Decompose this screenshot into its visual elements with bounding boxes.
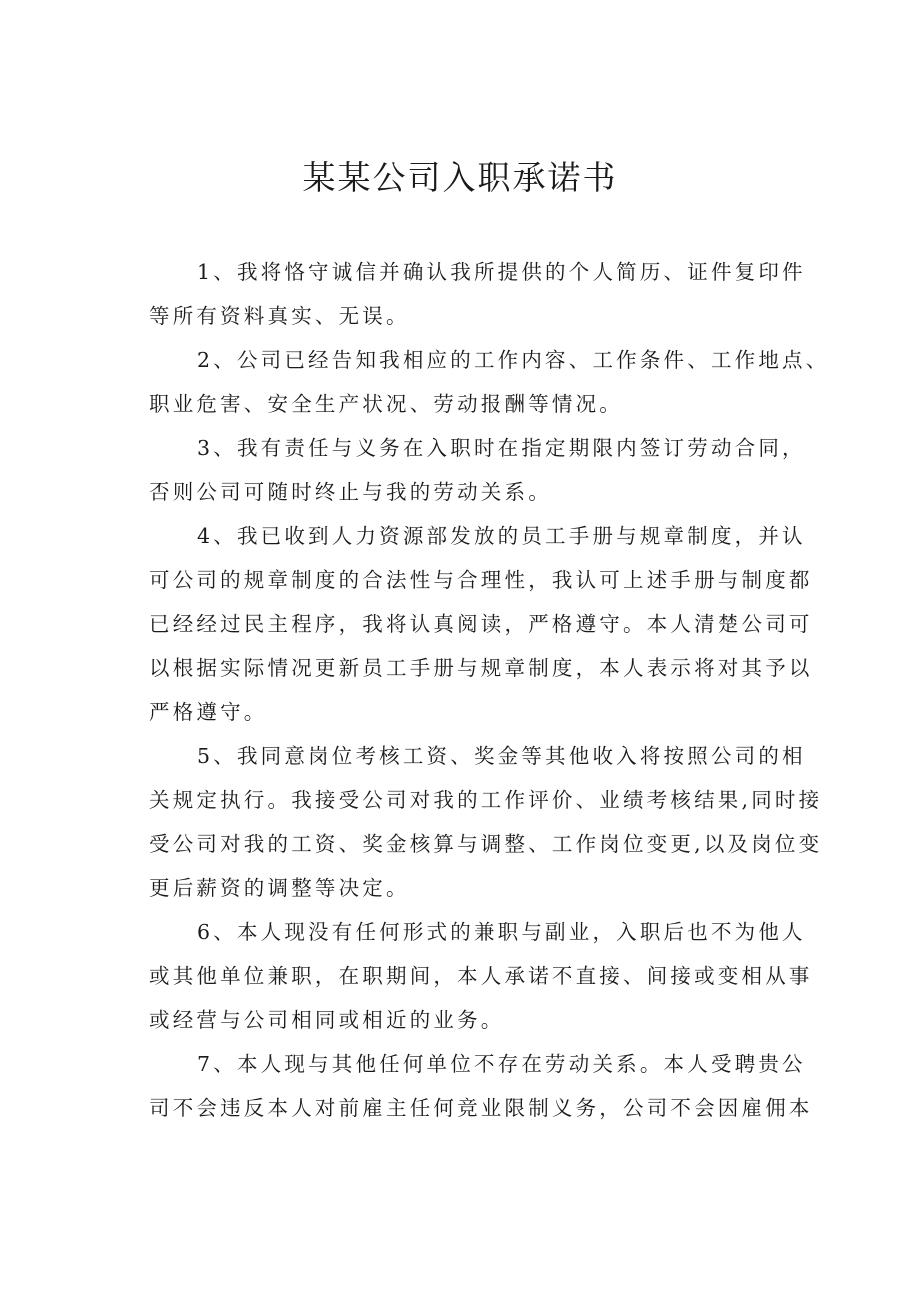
- paragraph-line: 6、本人现没有任何形式的兼职与副业，入职后也不为他人: [197, 920, 806, 944]
- paragraph-line: 更后薪资的调整等决定。: [149, 876, 410, 900]
- paragraph-line: 5、我同意岗位考核工资、奖金等其他收入将按照公司的相: [197, 744, 806, 768]
- paragraph-line: 2、公司已经告知我相应的工作内容、工作条件、工作地点、: [197, 348, 830, 372]
- paragraph-line: 7、本人现与其他任何单位不存在劳动关系。本人受聘贵公: [197, 1052, 806, 1076]
- paragraph-1: [149, 250, 805, 338]
- document-title: 某某公司入职承诺书: [302, 158, 618, 197]
- paragraph-line: 职业危害、安全生产状况、劳动报酬等情况。: [149, 392, 623, 416]
- document-body: [149, 250, 830, 1130]
- paragraph-line: 严格遵守。: [149, 700, 268, 724]
- paragraph-line: 3、我有责任与义务在入职时在指定期限内签订劳动合同，: [197, 436, 806, 460]
- paragraph-line: 司不会违反本人对前雇主任何竞业限制义务，公司不会因雇佣本: [149, 1096, 813, 1120]
- paragraph-4: [149, 514, 813, 734]
- paragraph-line: 可公司的规章制度的合法性与合理性，我认可上述手册与制度都: [149, 568, 813, 592]
- paragraph-line: 等所有资料真实、无误。: [149, 304, 410, 328]
- paragraph-line: 否则公司可随时终止与我的劳动关系。: [149, 480, 552, 504]
- paragraph-6: [149, 910, 813, 1042]
- paragraph-2: [149, 338, 830, 426]
- paragraph-line: 1、我将恪守诚信并确认我所提供的个人简历、证件复印件: [197, 260, 806, 284]
- paragraph-line: 或其他单位兼职，在职期间，本人承诺不直接、间接或变相从事: [149, 964, 813, 988]
- paragraph-line: 4、我已收到人力资源部发放的员工手册与规章制度，并认: [197, 524, 806, 548]
- paragraph-line: 关规定执行。我接受公司对我的工作评价、业绩考核结果,同时接: [149, 788, 823, 812]
- paragraph-line: 以根据实际情况更新员工手册与规章制度，本人表示将对其予以: [149, 656, 813, 680]
- paragraph-line: 已经经过民主程序，我将认真阅读，严格遵守。本人清楚公司可: [149, 612, 813, 636]
- paragraph-5: [149, 734, 823, 910]
- paragraph-line: 或经营与公司相同或相近的业务。: [149, 1008, 505, 1032]
- paragraph-7: [149, 1042, 813, 1130]
- paragraph-3: [149, 426, 805, 514]
- paragraph-line: 受公司对我的工资、奖金核算与调整、工作岗位变更,以及岗位变: [149, 832, 823, 856]
